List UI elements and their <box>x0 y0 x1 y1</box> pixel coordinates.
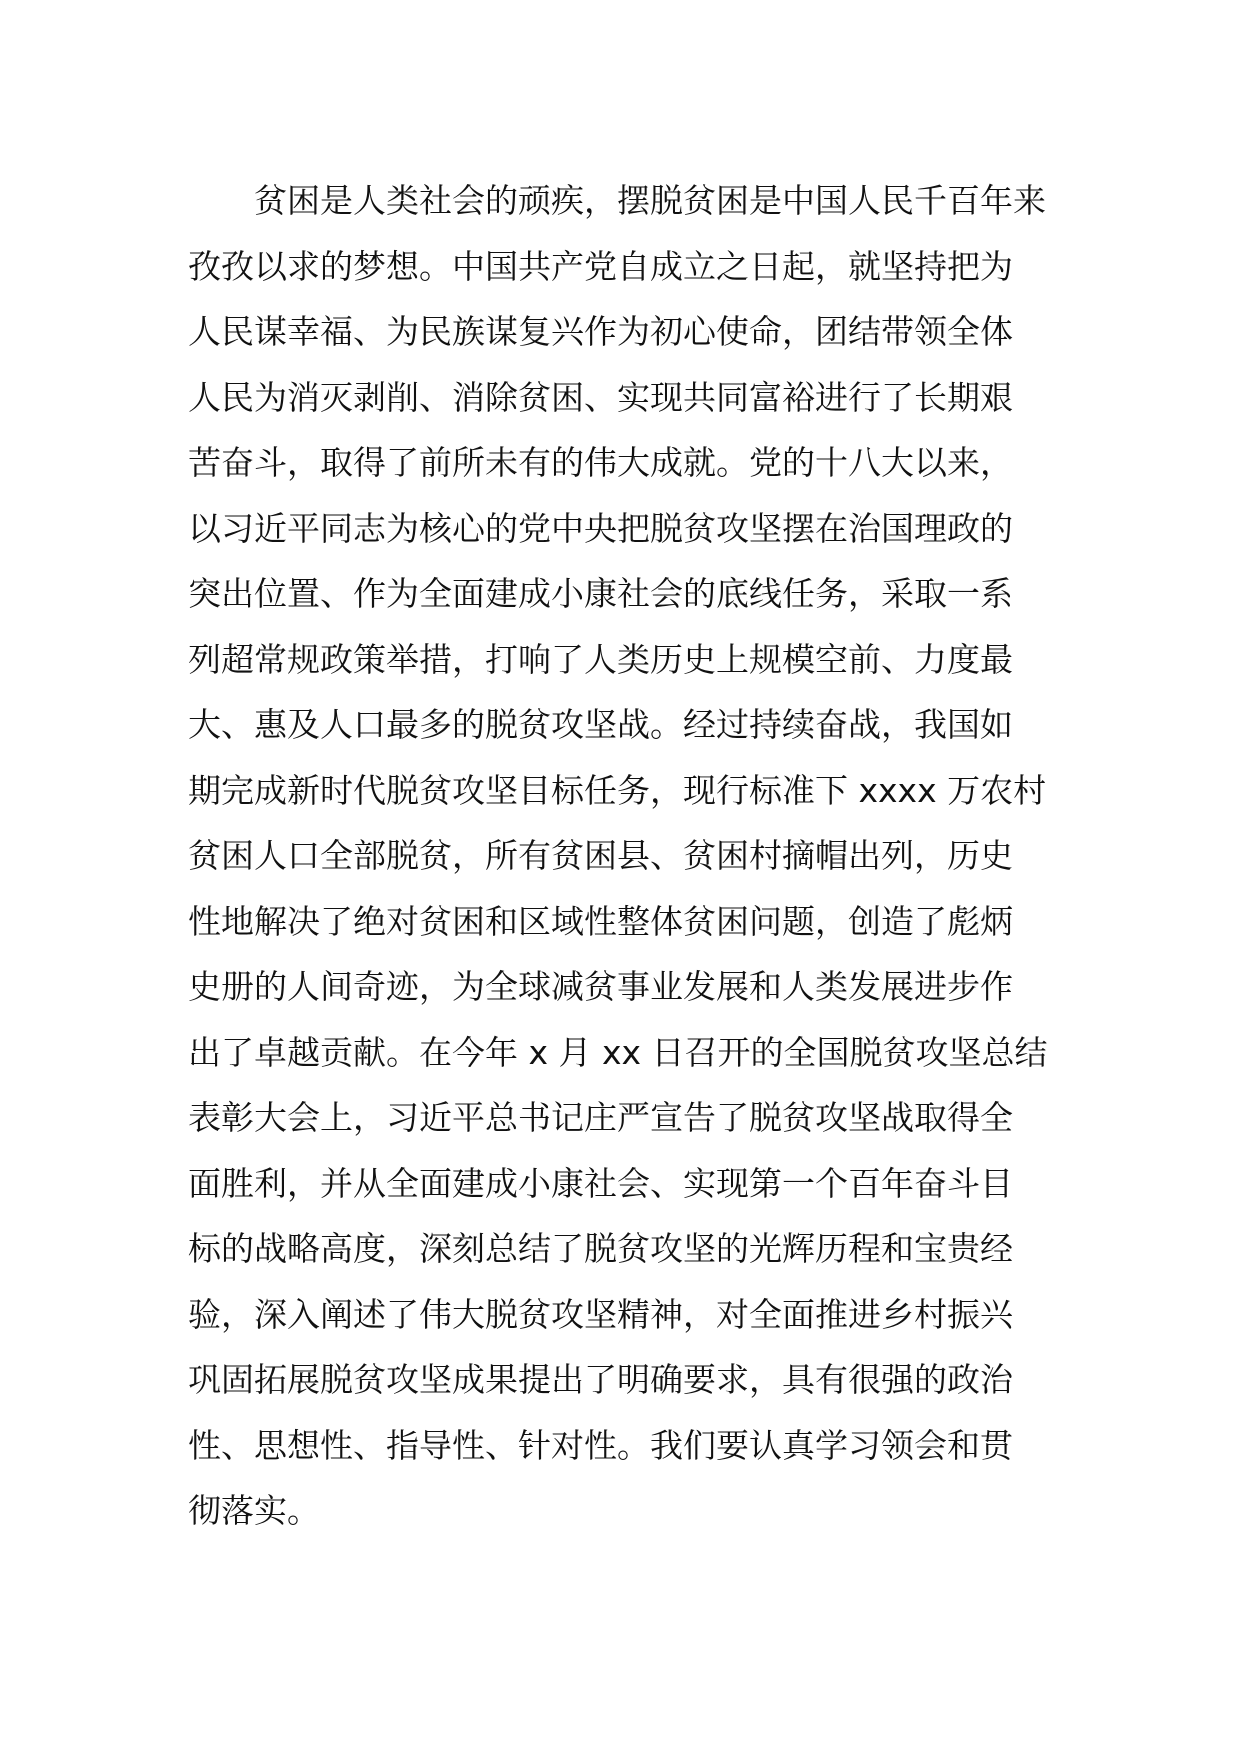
paragraph-line: 人民为消灭剥削、消除贫困、实现共同富裕进行了长期艰 <box>188 377 1013 417</box>
paragraph-line: 贫困人口全部脱贫，所有贫困县、贫困村摘帽出列，历史 <box>188 836 1013 875</box>
paragraph-line: 以习近平同志为核心的党中央把脱贫攻坚摆在治国理政的 <box>188 508 1013 548</box>
paragraph-line: 突出位置、作为全面建成小康社会的底线任务，采取一系 <box>188 574 1013 613</box>
paragraph-line: 期完成新时代脱贫攻坚目标任务，现行标准下 xxxx 万农村 <box>188 770 1047 810</box>
paragraph-line: 大、惠及人口最多的脱贫攻坚战。经过持续奋战，我国如 <box>188 705 1013 744</box>
paragraph-line: 面胜利，并从全面建成小康社会、实现第一个百年奋斗目 <box>188 1163 1013 1203</box>
paragraph-line: 彻落实。 <box>188 1491 320 1530</box>
paragraph-line: 苦奋斗，取得了前所未有的伟大成就。党的十八大以来， <box>188 443 1013 482</box>
paragraph-line: 性地解决了绝对贫困和区域性整体贫困问题，创造了彪炳 <box>188 901 1013 941</box>
paragraph-line: 出了卓越贡献。在今年 x 月 xx 日召开的全国脱贫攻坚总结 <box>188 1032 1048 1072</box>
paragraph-line: 性、思想性、指导性、针对性。我们要认真学习领会和贯 <box>188 1425 1013 1465</box>
paragraph-line: 表彰大会上，习近平总书记庄严宣告了脱贫攻坚战取得全 <box>188 1098 1013 1137</box>
paragraph-line: 验，深入阐述了伟大脱贫攻坚精神，对全面推进乡村振兴 <box>188 1294 1013 1334</box>
paragraph-line: 列超常规政策举措，打响了人类历史上规模空前、力度最 <box>188 639 1013 679</box>
paragraph-line: 贫困是人类社会的顽疾，摆脱贫困是中国人民千百年来 <box>254 181 1046 220</box>
paragraph-line: 巩固拓展脱贫攻坚成果提出了明确要求，具有很强的政治 <box>188 1360 1013 1399</box>
paragraph-line: 史册的人间奇迹，为全球减贫事业发展和人类发展进步作 <box>188 967 1013 1006</box>
paragraph-line: 孜孜以求的梦想。中国共产党自成立之日起，就坚持把为 <box>188 246 1013 286</box>
paragraph-line: 标的战略高度，深刻总结了脱贫攻坚的光辉历程和宝贵经 <box>188 1229 1013 1268</box>
body-paragraph <box>188 168 1058 1544</box>
paragraph-line: 人民谋幸福、为民族谋复兴作为初心使命，团结带领全体 <box>188 312 1013 351</box>
